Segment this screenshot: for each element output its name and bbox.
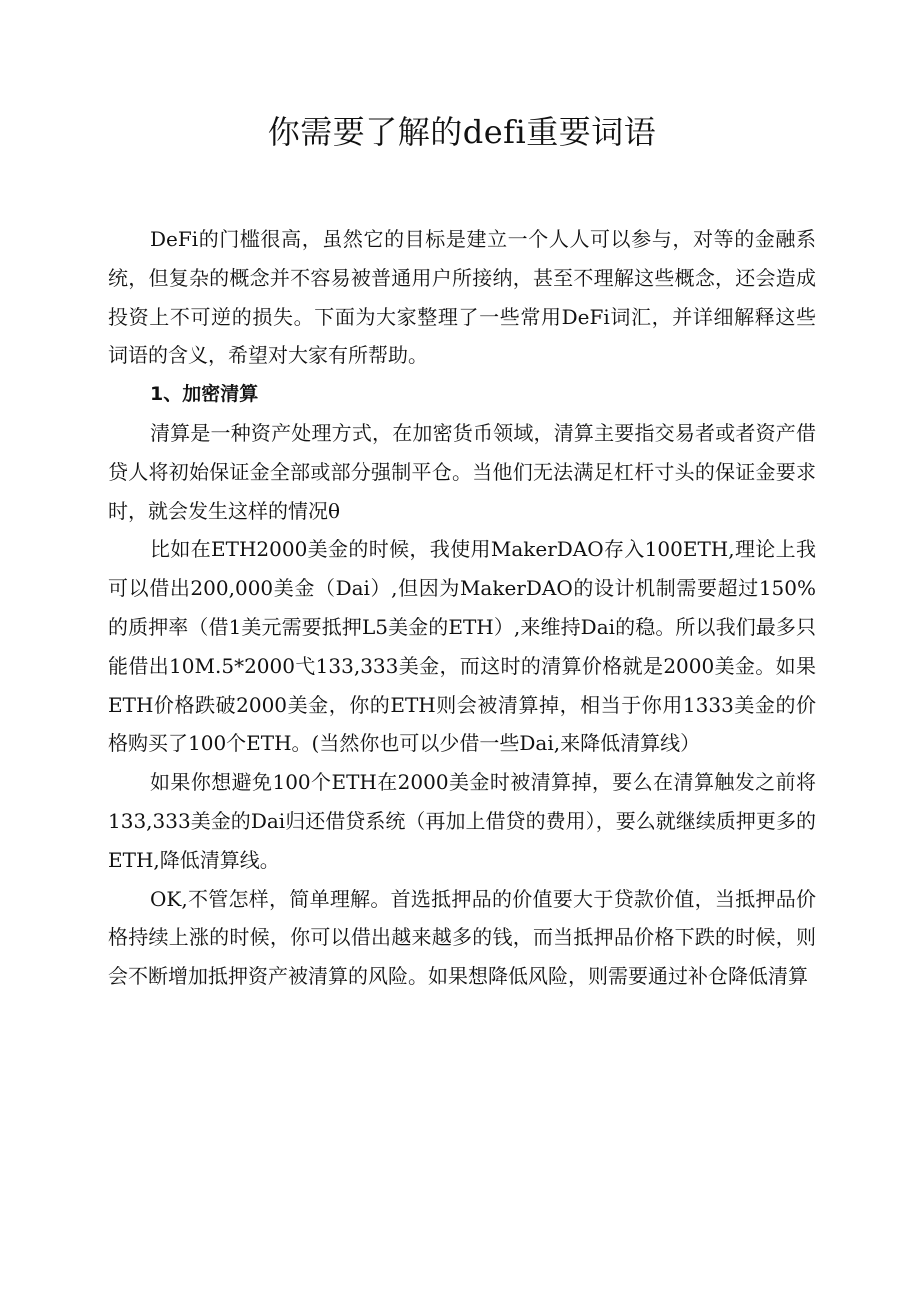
paragraph-liquidation-definition: 清算是一种资产处理方式，在加密货币领域，清算主要指交易者或者资产借贷人将初始保证金全部或部分强制平仓。当他们无法满足杠杆寸头的保证金要求时，就会发生这样的情况θ [108,420,816,523]
document-title: 你需要了解的defi重要词语 [267,113,657,151]
section-heading-crypto-liquidation: 1、加密清算 [150,383,259,406]
paragraph-makerdao-example: 比如在ETH2000美金的时候，我使用MakerDAO存入100ETH,理论上我可以借出200,000美金（Dai）,但因为MakerDAO的设计机制需要超过150%的质押率（借1美元需要抵押L5美金的ETH）,来维持Dai的稳。所以我们最多只能借出10M.5*2000弋133,333美金，而这时的清算价格就是2000美金。如果ETH价格跌破2000美金，你的ETH则会被清算掉，相当于你用1333美金的价格购买了100个ETH。(当然你也可以少借一些Dai,来降低清算线） [108,537,816,756]
paragraph-avoid-liquidation: 如果你想避免100个ETH在2000美金时被清算掉，要么在清算触发之前将133,333美金的Dai归还借贷系统（再加上借贷的费用），要么就继续质押更多的ETH,降低清算线。 [108,770,816,872]
paragraph-intro: DeFi的门槛很高，虽然它的目标是建立一个人人可以参与，对等的金融系统，但复杂的概念并不容易被普通用户所接纳，甚至不理解这些概念，还会造成投资上不可逆的损失。下面为大家整理了一些常用DeFi词汇，并详细解释这些词语的含义，希望对大家有所帮助。 [108,227,816,368]
document-body [108,220,816,996]
paragraph-summary: OK,不管怎样，简单理解。首选抵押品的价值要大于贷款价值，当抵押品价格持续上涨的时候，你可以借出越来越多的钱，而当抵押品价格下跌的时候，则会不断增加抵押资产被清算的风险。如果想降低风险，则需要通过补仓降低清算 [108,886,816,989]
